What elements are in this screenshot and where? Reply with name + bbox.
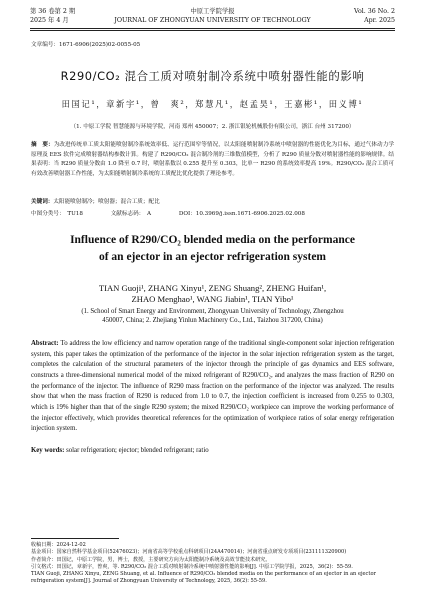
header-journal-cn: 中原工学院学报: [190, 8, 235, 15]
document-code: 文献标志码： A: [110, 211, 152, 217]
abstract-cn-text: 为改进传统单工质太阳能喷射制冷系统效率低、运行范围窄等情况，以太阳能喷射制冷系统中喷射器的性能优化为目标，通过气体动力学原理及 EES 软件完成喷射器结构参数计算。构建了 R290/CO₂ 混合制冷剂的三维数值模型，分析了 R290 质量分数对喷射器性能的影响规律。结果表明：当 R290 质量分数由 1.0 降至 0.7 时，喷射系数以 0.255 提升至 0.303，比单一 R290 的系统效率提高 19%。R290/CO₂ 混合工质可有效改善喷射器工作性能，为太阳能喷射制冷系统的工质配比优化提供了理论参考。: [31, 142, 394, 178]
affiliation-en-line2: 450007, China; 2. Zhejiang Yinlun Machinery Co., Ltd., Taizhou 317200, China): [102, 317, 323, 325]
received-date: 收稿日期：2024-12-02: [31, 542, 86, 548]
keywords-cn-label: 关键词：: [31, 199, 54, 205]
author-bio: 作者简介：田国记，中原工学院，男，博士，教授，主要研究方向为太阳能制冷系统及高效节能技术研究。: [31, 556, 271, 563]
authors-cn: 田国记¹，章新宇¹，曾 爽²，郑慧凡¹，赵孟昊¹，王嘉彬¹，田义博¹: [61, 99, 364, 109]
header-volume-en: [354, 8, 395, 25]
abstract-cn: [31, 141, 394, 180]
funding: 基金项目：国家自然科学基金项目(52476023)；河南省高等学校重点科研项目(24A470014)；河南省重点研发专项项目(231111320900): [31, 549, 347, 556]
header-volume-issue: 第 36 卷第 2 期: [30, 8, 76, 15]
header-journal-en: JOURNAL OF ZHONGYUAN UNIVERSITY OF TECHNOLOGY: [114, 16, 311, 24]
title-en-line2: of an ejector in an ejector refrigeration system: [98, 251, 327, 263]
keywords-cn: [31, 197, 160, 205]
authors-en: [30, 283, 395, 305]
doi: DOI：10.3969/j.issn.1671-6906.2025.02.008: [178, 211, 305, 217]
header-date-en: Apr. 2025: [364, 16, 395, 24]
citation-en: TIAN Guoji, ZHANG Xinyu, ZENG Shuang, et al. Influence of R290/CO₂ blended media on the performance of an ejector in an ejector refrigeration system[J]. Journal of Zhongyuan University of Technology, 2025, 36(2): 55-59.: [31, 571, 376, 585]
article-number: 文章编号：1671-6906(2025)02-0055-05: [31, 42, 141, 48]
keywords-en-text: solar refrigeration; ejector; blended refrigerant; ratio: [66, 447, 209, 454]
header-rule-thin: [30, 30, 395, 31]
affiliation-cn: （1. 中原工学院 智慧能源与环境学院，河南 郑州 450007；2. 浙江银轮机械股份有限公司，浙江 台州 317200）: [70, 124, 355, 130]
affiliation-en: [40, 307, 385, 325]
keywords-en-label: Key words:: [31, 447, 65, 454]
header-vol-no: Vol. 36 No. 2: [354, 8, 395, 15]
keywords-cn-text: 太阳能喷射制冷；喷射器；混合工质；配比: [53, 199, 160, 205]
title-en: [30, 232, 395, 266]
keywords-en: [31, 447, 209, 454]
header-date-cn: 2025 年 4 月: [30, 16, 69, 24]
clc-number: 中图分类号： TU18: [31, 211, 83, 217]
classification-line: [31, 209, 394, 217]
abstract-en: [31, 339, 394, 435]
authors-en-line2: ZHAO Menghao¹, WANG Jiabin¹, TIAN Yibo¹: [131, 294, 294, 305]
citation-cn: 引文格式：田国记，章新宇，曾爽，等. R290/CO₂ 混合工质对喷射制冷系统中喷射器性能的影响[J]. 中原工学院学报，2025，36(2)：55-59.: [31, 563, 353, 570]
abstract-en-text: To address the low efficiency and narrow operation range of the traditional single-component solar injection refrigeration system, this paper takes the optimization of the performance of the injector in the solar injection refrigeration system as the target, completes the calculation of the structural parameters of the injector through the principle of gas dynamics and EES software, constructs a three-dimensional numerical model of the mixed refrigerant of R290/CO₂, and analyzes the mass fraction of R290 on the performance of the injector. The influence of R290 mass fraction on the performance of the injector was analyzed. The results show that when the mass fraction of R290 is reduced from 1.0 to 0.7, the injection coefficient is increased from 0.255 to 0.303, which is 19% higher than that of the single R290 system; the mixed R290/CO₂ workpiece can improve the working performance of the injector effectively, which provides theoretical references for the optimization of workpiece ratios of solar energy refrigeration injection system.: [31, 340, 395, 433]
title-cn: R290/CO₂ 混合工质对喷射制冷系统中喷射器性能的影响: [60, 69, 365, 83]
authors-en-line1: TIAN Guoji¹, ZHANG Xinyu¹, ZENG Shuang², ZHENG Huifan¹,: [98, 283, 327, 293]
abstract-cn-label: 摘 要：: [31, 142, 54, 148]
title-en-line1: Influence of R290/CO₂ blended media on the performance: [70, 234, 355, 246]
footnote-rule: [31, 538, 119, 539]
abstract-en-label: Abstract:: [31, 340, 59, 347]
footnotes: [31, 542, 394, 586]
affiliation-en-line1: (1. School of Smart Energy and Environment, Zhongyuan University of Technology, Zhengzhou: [81, 308, 344, 315]
header-rule: [30, 28, 395, 29]
header-journal: [30, 8, 395, 25]
